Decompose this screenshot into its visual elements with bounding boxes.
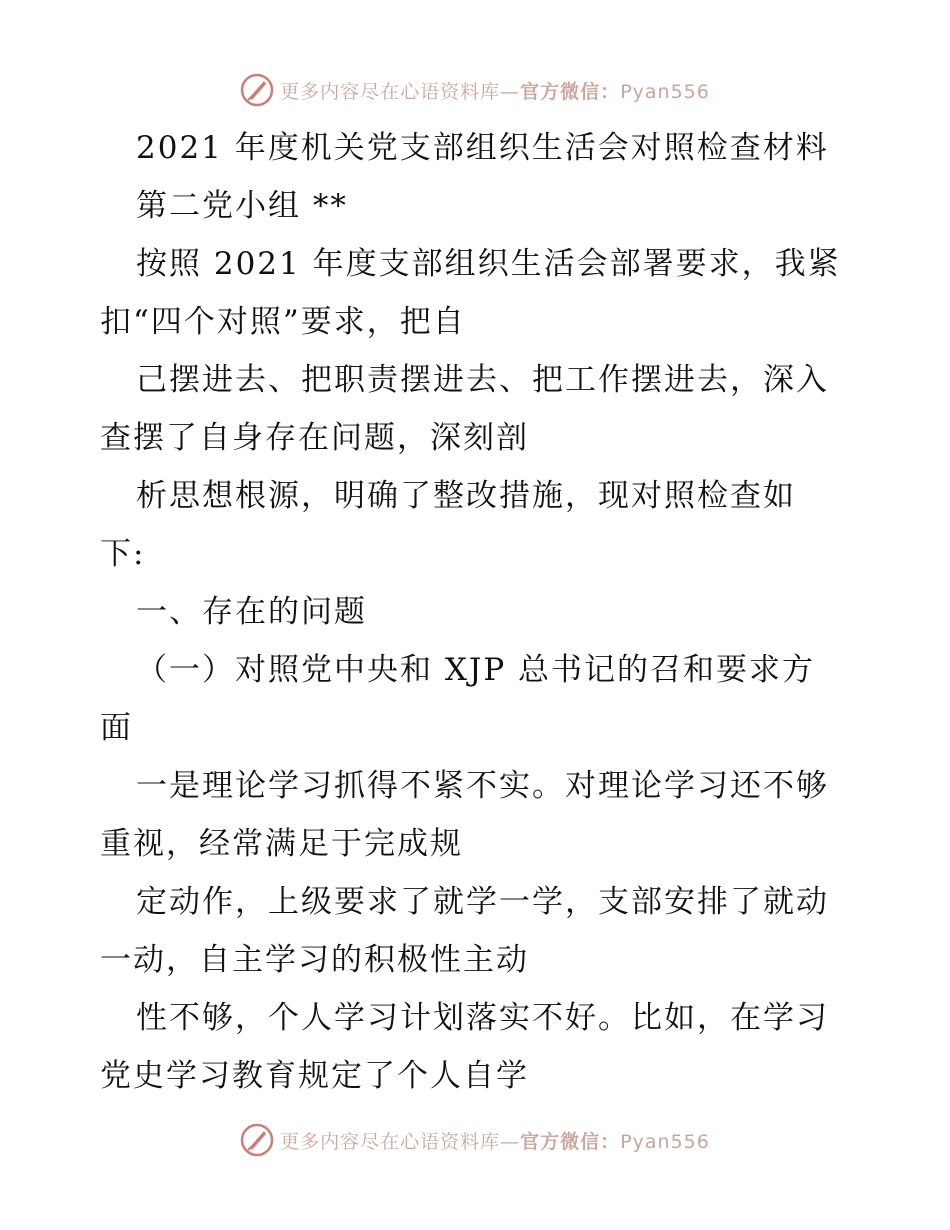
doc-line: 查摆了自身存在问题，深刻剖 (100, 420, 529, 456)
doc-line: 己摆进去、把职责摆进去、把工作摆进去，深入 (136, 362, 829, 398)
doc-line: 按照 2021 年度支部组织生活会部署要求，我紧 (136, 246, 841, 282)
quill-seal-icon (240, 1123, 274, 1157)
section-heading: 一、存在的问题 (136, 594, 367, 630)
doc-title: 2021 年度机关党支部组织生活会对照检查材料 (136, 130, 829, 166)
doc-author: 第二党小组 ** (136, 188, 348, 224)
doc-line: 一动，自主学习的积极性主动 (100, 942, 529, 978)
doc-line: 下: (100, 536, 146, 572)
doc-line: 定动作，上级要求了就学一学，支部安排了就动 (136, 884, 829, 920)
watermark-text: 更多内容尽在心语资料库—官方微信：Pyan556 (280, 80, 710, 103)
doc-line: 重视，经常满足于完成规 (100, 826, 463, 862)
doc-line: 性不够，个人学习计划落实不好。比如，在学习 (136, 1000, 829, 1036)
doc-line: 析思想根源，明确了整改措施，现对照检查如 (136, 478, 796, 514)
doc-line: 扣“四个对照”要求，把自 (100, 304, 466, 340)
footer-watermark (0, 1120, 950, 1160)
subsection-heading: （一）对照党中央和 XJP 总书记的召和要求方 (136, 652, 816, 688)
doc-line: 面 (100, 710, 133, 746)
doc-line: 一是理论学习抓得不紧不实。对理论学习还不够 (136, 768, 829, 804)
doc-line: 党史学习教育规定了个人自学 (100, 1058, 529, 1094)
watermark-text: 更多内容尽在心语资料库—官方微信：Pyan556 (280, 1130, 710, 1153)
